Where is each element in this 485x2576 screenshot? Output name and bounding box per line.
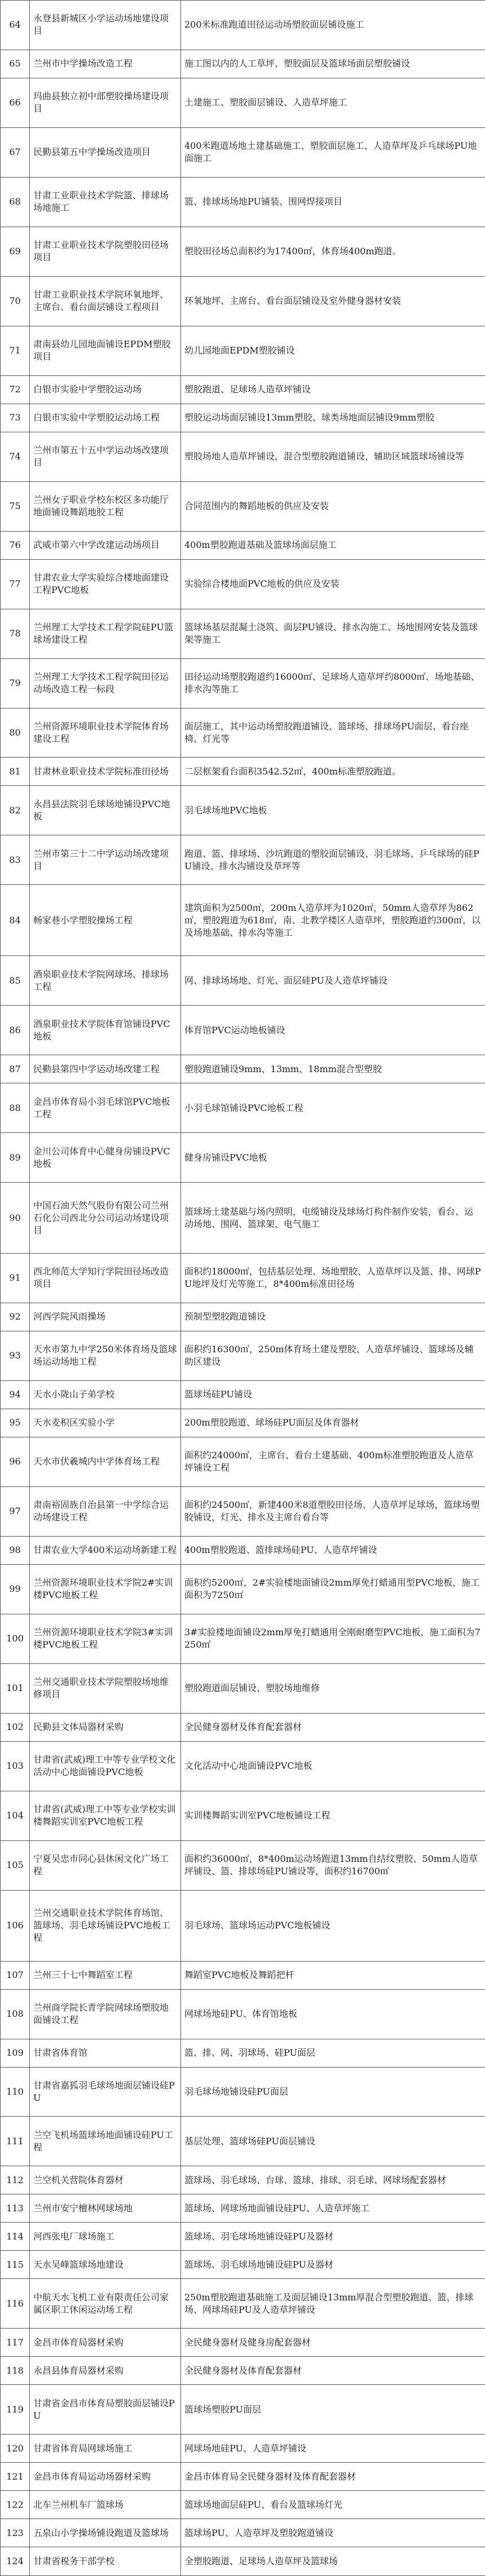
row-number: 123 [1,2519,30,2547]
row-number: 105 [1,1840,30,1890]
project-content: 建筑面积为2500㎡，200m人造草坪为1020㎡，50mm人造草坪为862㎡，塑胶跑道为618㎡，南、北教学楼区人造草坪，塑胶跑道约300㎡，以及场地基础、排水沟等施工 [181,885,485,956]
row-number: 81 [1,758,30,786]
row-number: 88 [1,1083,30,1133]
project-content: 面积约5200㎡，2#实验楼地面铺设2mm厚免打蜡通用型PVC地板，施工面积为7250㎡ [181,1564,485,1614]
table-row [1,1536,485,1564]
row-number: 96 [1,1437,30,1486]
table-row [1,2117,485,2166]
project-content: 篮球场土建基础与场内照明，电缆铺设及球场灯构件制作安装，看台、运动场地、围网、篮球架、电气施工 [181,1183,485,1254]
table-row [1,127,485,177]
row-number: 78 [1,609,30,658]
table-row [1,1437,485,1486]
table-row [1,177,485,227]
project-name: 西北师范大学知行学院田径场改造项目 [30,1254,181,1303]
project-content: 400米跑道场地土建基础施工、塑胶面层施工、人造草坪及乒乓球场PU地面施工 [181,127,485,177]
table-row [1,1564,485,1614]
project-name: 兰州商学院长青学院网球场塑胶地面铺设工程 [30,1989,181,2039]
table-row [1,1083,485,1133]
project-name: 民勤县第四中学运动场改建工程 [30,1055,181,1083]
project-name: 天水吴峰篮球场地建设 [30,2251,181,2279]
row-number: 99 [1,1564,30,1614]
row-number: 65 [1,50,30,78]
project-content: 塑胶跑道铺设9mm、13mm、18mm混合型塑胶 [181,1055,485,1083]
row-number: 108 [1,1989,30,2039]
table-row [1,2251,485,2279]
row-number: 87 [1,1055,30,1083]
row-number: 124 [1,2547,30,2576]
project-name: 甘肃工业职业技术学院环氧地坪、主席台、看台面层铺设工程项目 [30,276,181,326]
row-number: 107 [1,1961,30,1989]
project-name: 甘肃工业职业技术学院篮、排球场场地施工 [30,177,181,227]
table-row [1,1409,485,1437]
table-row [1,1303,485,1331]
table-row [1,2435,485,2463]
row-number: 116 [1,2279,30,2329]
project-content: 篮球场硅PU铺设 [181,1380,485,1409]
table-row [1,1006,485,1055]
table-row [1,2519,485,2547]
project-name: 甘肃省税务干部学校 [30,2547,181,2576]
project-content: 二层框架看台面积3542.52㎡，400m标准塑胶跑道。 [181,758,485,786]
row-number: 68 [1,177,30,227]
table-row [1,2357,485,2385]
row-number: 118 [1,2357,30,2385]
table-row [1,1133,485,1183]
row-number: 91 [1,1254,30,1303]
project-name: 五泉山小学操场铺设跑道及篮球场 [30,2519,181,2547]
project-content: 舞蹈室PVC地板及舞蹈把杆 [181,1961,485,1989]
table-row [1,1614,485,1663]
project-name: 兰空机关营院体育器材 [30,2166,181,2194]
project-content: 土建施工、塑胶面层铺设、人造草坪施工 [181,78,485,127]
project-content: 全民健身器材及体育配套器材 [181,1713,485,1741]
row-number: 111 [1,2117,30,2166]
project-content: 篮、排球场场地PU铺装、围网焊接项目 [181,177,485,227]
table-row [1,375,485,404]
project-name: 民勤县第五中学操场改造项目 [30,127,181,177]
project-content: 健身房铺设PVC地板 [181,1133,485,1183]
project-name: 兰州市第五十五中学运动场改建项目 [30,432,181,481]
project-name: 金昌市体育局运动场器材采购 [30,2463,181,2491]
table-row [1,2385,485,2435]
row-number: 114 [1,2223,30,2251]
project-content: 幼儿园地面EPDM塑胶铺设 [181,326,485,375]
project-name: 兰州三十七中舞蹈室工程 [30,1961,181,1989]
project-name: 河西张电厂球场施工 [30,2223,181,2251]
project-content: 实训楼舞蹈实训室PVC地板铺设工程 [181,1791,485,1840]
row-number: 72 [1,375,30,404]
project-name: 兰州资源环境职业技术学院体育场建设工程 [30,708,181,758]
row-number: 110 [1,2067,30,2117]
row-number: 73 [1,404,30,432]
table-row [1,432,485,481]
project-content: 400m塑胶跑道基础及篮球场面层施工 [181,531,485,559]
row-number: 120 [1,2435,30,2463]
project-content: 塑胶跑道面层铺设、塑胶场地维修 [181,1663,485,1713]
project-content: 网球场地硅PU、体育馆地板 [181,1989,485,2039]
project-content: 篮球场基层混凝土浇筑、面层PU铺设、排水沟施工、场地围网安装及篮球架等施工 [181,609,485,658]
table-row [1,1380,485,1409]
table-row [1,227,485,276]
row-number: 71 [1,326,30,375]
project-name: 白银市实验中学塑胶运动场 [30,375,181,404]
row-number: 66 [1,78,30,127]
project-name: 甘肃林业职业技术学院标准田径场 [30,758,181,786]
table-row [1,1989,485,2039]
project-content: 塑胶运动场面层铺设13mm塑胶、球类场地面层铺设9mm塑胶 [181,404,485,432]
project-content: 环氧地坪、主席台、看台面层铺设及室外健身器材安装 [181,276,485,326]
table-row [1,50,485,78]
project-content: 全民健身器材及健身房配套器材 [181,2329,485,2357]
project-content: 面积约36000㎡，8*400m运动场跑道13mm自结纹塑胶、50mm人造草坪铺设、篮、排球场硅PU铺设等，面积约16700㎡ [181,1840,485,1890]
table-row [1,2463,485,2491]
table-row [1,1331,485,1380]
project-name: 武威市第六中学改建运动场项目 [30,531,181,559]
row-number: 121 [1,2463,30,2491]
table-row [1,1890,485,1961]
project-content: 实验综合楼地面PVC地板的供应及安装 [181,559,485,609]
project-name: 天水市伏羲城内中学体育场工程 [30,1437,181,1486]
table-row [1,786,485,835]
row-number: 122 [1,2491,30,2519]
table-row [1,1183,485,1254]
row-number: 77 [1,559,30,609]
row-number: 113 [1,2194,30,2223]
project-name: 金昌市体育局器材采购 [30,2329,181,2357]
project-name: 甘肃省金昌市体育局塑胶面层铺设PU [30,2385,181,2435]
project-name: 天水小陇山子弟学校 [30,1380,181,1409]
project-name: 永登县新城区小学运动场地建设项目 [30,1,181,50]
project-name: 河西学院风雨操场 [30,1303,181,1331]
project-content: 篮球场地面层硅PU、看台及篮球场灯光 [181,2491,485,2519]
table-row [1,708,485,758]
project-content: 网球场地硅PU、人造草坪铺设 [181,2435,485,2463]
row-number: 112 [1,2166,30,2194]
project-content: 全民健身器材及体育配套器材 [181,2357,485,2385]
project-name: 兰州市安宁檀林网球场地 [30,2194,181,2223]
project-name: 兰州资源环境职业技术学院3#实训楼PVC地板工程 [30,1614,181,1663]
table-row [1,1840,485,1890]
table-row [1,2039,485,2067]
project-name: 白银市实验中学塑胶运动场工程 [30,404,181,432]
row-number: 100 [1,1614,30,1663]
row-number: 69 [1,227,30,276]
table-row [1,835,485,885]
row-number: 76 [1,531,30,559]
project-content: 跑道、篮、排球场、沙坑跑道的塑胶面层铺设、羽毛球场、乒乓球场的硅PU铺设、排水沟铺设及草坪等 [181,835,485,885]
table-row [1,956,485,1006]
row-number: 70 [1,276,30,326]
project-content: 合同范围内的舞蹈地板的供应及安装 [181,481,485,531]
project-content: 羽毛球场地PVC地板 [181,786,485,835]
project-name: 甘肃省嘉狐羽毛球场地面层铺设硅PU [30,2067,181,2117]
project-name: 北车兰州机车厂篮球场 [30,2491,181,2519]
project-content: 施工图以内的人工草坪、塑胶面层及篮球场面层塑胶铺设 [181,50,485,78]
row-number: 86 [1,1006,30,1055]
project-content: 面积约16300㎡，250m体育场土建及塑胶、人造草坪铺设、篮球场及辅助区建设 [181,1331,485,1380]
project-name: 兰空飞机场篮球场地面铺设硅PU工程 [30,2117,181,2166]
table-row [1,276,485,326]
project-name: 兰州交通职业技术学院塑胶场地维修项目 [30,1663,181,1713]
project-name: 甘肃省(武威)理工中等专业学校文化活动中心地面铺设PVC地板 [30,1741,181,1791]
row-number: 95 [1,1409,30,1437]
row-number: 90 [1,1183,30,1254]
project-content: 篮球场、网球场地面铺设硅PU、人造草坪施工 [181,2194,485,2223]
table-row [1,78,485,127]
row-number: 79 [1,658,30,708]
project-name: 兰州市第三十二中学运动场改建项目 [30,835,181,885]
project-content: 篮、排、网、羽球场、硅PU面层 [181,2039,485,2067]
project-content: 面积约18000㎡，包括基层处理、场地塑胶、人造草坪以及篮、排、网球PU地坪及灯光等施工，8*400m标准田径场 [181,1254,485,1303]
project-name: 兰州理工大学技术工程学院田径运动场改造工程一标段 [30,658,181,708]
project-table-body [1,1,485,2576]
row-number: 85 [1,956,30,1006]
project-content: 面积约24500㎡，新建400米8道塑胶田径场、人造草坪足球场，篮球场塑胶铺设，灯光、排水及主席台看台等 [181,1486,485,1536]
table-row [1,2166,485,2194]
row-number: 83 [1,835,30,885]
project-name: 金川公司体育中心健身房铺设PVC地板 [30,1133,181,1183]
project-name: 甘肃省体育馆 [30,2039,181,2067]
project-name: 甘肃农业大学实验综合楼地面建设工程PVC地板 [30,559,181,609]
project-name: 天水麦积区实验小学 [30,1409,181,1437]
project-content: 预制型塑胶跑道铺设 [181,1303,485,1331]
table-row [1,1961,485,1989]
row-number: 93 [1,1331,30,1380]
row-number: 119 [1,2385,30,2435]
project-name: 天水市第九中学250米体育场及篮球场运动场地工程 [30,1331,181,1380]
table-row [1,758,485,786]
table-row [1,1713,485,1741]
project-content: 250m塑胶跑道基础施工及面层铺设13mm厚混合型塑胶跑道、篮、排球场、网球场硅PU及人造草坪铺设 [181,2279,485,2329]
project-name: 兰州交通职业技术学院体育场馆、篮球场、羽毛球场铺设PVC地板工程 [30,1890,181,1961]
project-content: 塑胶田径场总面积约为17400㎡，体育场400m跑道。 [181,227,485,276]
project-name: 民勤县文体局器材采购 [30,1713,181,1741]
table-row [1,2223,485,2251]
table-row [1,2329,485,2357]
project-content: 3#实验楼地面铺设2mm厚免打蜡通用全刚耐磨型PVC地板，施工面积为7250㎡ [181,1614,485,1663]
project-name: 宁夏吴忠市同心县休闲文化广场工程 [30,1840,181,1890]
project-name: 甘肃省体育局网球场施工 [30,2435,181,2463]
row-number: 103 [1,1741,30,1791]
project-content: 田径运动场塑胶跑道约16000㎡、足球场人造草坪约8000㎡、场地基础、排水沟等施工 [181,658,485,708]
table-row [1,1791,485,1840]
table-row [1,1254,485,1303]
project-content: 基层处理、篮球场硅PU面层铺设 [181,2117,485,2166]
table-row [1,404,485,432]
table-row [1,531,485,559]
project-content: 400m塑胶跑道、篮排球场硅PU、人造草坪铺设 [181,1536,485,1564]
row-number: 109 [1,2039,30,2067]
table-row [1,1055,485,1083]
project-name: 兰州市中学操场改造工程 [30,50,181,78]
project-name: 肃南裕固族自治县第一中学综合运动场建设工程 [30,1486,181,1536]
project-name: 畅家巷小学塑胶操场工程 [30,885,181,956]
table-row [1,2067,485,2117]
table-row [1,1663,485,1713]
table-row [1,2194,485,2223]
project-content: 网、排球场场地、灯光、面层硅PU及人造草坪铺设 [181,956,485,1006]
table-row [1,2279,485,2329]
project-name: 中航天水飞机工业有限责任公司家属区职工休闲运动场工程 [30,2279,181,2329]
row-number: 102 [1,1713,30,1741]
project-content: 面层施工，其中运动场塑胶跑道铺设、篮球场、排球场PU面层、看台座椅、灯光等 [181,708,485,758]
project-content: 小羽毛球馆铺设PVC地板工程 [181,1083,485,1133]
row-number: 67 [1,127,30,177]
row-number: 80 [1,708,30,758]
project-content: 塑胶跑道、足球场人造草坪铺设 [181,375,485,404]
project-name: 玛曲县独立初中部塑胶操场建设项目 [30,78,181,127]
row-number: 74 [1,432,30,481]
row-number: 92 [1,1303,30,1331]
project-name: 甘肃省(武威)理工中等专业学校实训楼舞蹈实训室PVC地板工程 [30,1791,181,1840]
project-name: 金昌市体育局小羽毛球馆PVC地板工程 [30,1083,181,1133]
table-row [1,885,485,956]
row-number: 82 [1,786,30,835]
project-content: 篮球场、羽毛球场地铺设硅PU及器材 [181,2223,485,2251]
table-row [1,1486,485,1536]
row-number: 94 [1,1380,30,1409]
project-name: 肃南县幼儿园地面铺设EPDM塑胶项目 [30,326,181,375]
table-row [1,2547,485,2576]
project-name: 中国石油天然气股份有限公司兰州石化公司西北分公司运动场建设项目 [30,1183,181,1254]
row-number: 117 [1,2329,30,2357]
project-name: 兰州理工大学技术工程学院硅PU篮球场建设工程 [30,609,181,658]
project-content: 金昌市体育局全民健身器材及体育配套器材 [181,2463,485,2491]
project-content: 体育馆PVC运动地板铺设 [181,1006,485,1055]
project-content: 羽毛球场、篮球场运动PVC地板铺设 [181,1890,485,1961]
project-name: 酒泉职业技术学院网球场、排球场工程 [30,956,181,1006]
row-number: 106 [1,1890,30,1961]
project-name: 甘肃农业大学400米运动场新建工程 [30,1536,181,1564]
project-content: 200米标准跑道田径运动场塑胶面层铺设施工 [181,1,485,50]
project-name: 兰州资源环境职业技术学院2#实训楼PVC地板工程 [30,1564,181,1614]
table-row [1,1,485,50]
table-row [1,658,485,708]
row-number: 98 [1,1536,30,1564]
project-content: 塑胶场地人造草坪铺设，混合型塑胶跑道铺设，辅助区域篮球场铺设等 [181,432,485,481]
project-name: 兰州女子职业学校东校区多功能厅地面铺设舞蹈地胶工程 [30,481,181,531]
row-number: 97 [1,1486,30,1536]
project-content: 200m塑胶跑道、球场硅PU面层及体育器材 [181,1409,485,1437]
table-row [1,2491,485,2519]
row-number: 115 [1,2251,30,2279]
row-number: 75 [1,481,30,531]
project-content: 篮球场PU、人造草坪及塑胶跑道铺设 [181,2519,485,2547]
row-number: 64 [1,1,30,50]
project-content: 面积约24000㎡，主席台、看台土建基础、400m标准塑胶跑道及人造草坪铺设工程 [181,1437,485,1486]
table-row [1,609,485,658]
project-name: 酒泉职业技术学院体育馆铺设PVC地板 [30,1006,181,1055]
row-number: 104 [1,1791,30,1840]
table-row [1,559,485,609]
project-content: 篮球场、羽毛球场地铺设硅PU及器材 [181,2251,485,2279]
row-number: 101 [1,1663,30,1713]
table-row [1,1741,485,1791]
project-content: 全塑胶跑道、足球场人造草坪及篮球场 [181,2547,485,2576]
row-number: 84 [1,885,30,956]
project-name: 甘肃工业职业技术学院塑胶田径场项目 [30,227,181,276]
project-content: 文化活动中心地面铺设PVC地板 [181,1741,485,1791]
project-content: 篮球场、羽毛球场、台球、篮球、排球、羽毛球、网球场配套器材 [181,2166,485,2194]
table-row [1,481,485,531]
project-content: 羽毛球场地铺设硅PU面层 [181,2067,485,2117]
table-row [1,326,485,375]
project-name: 永昌县体育局器材采购 [30,2357,181,2385]
project-name: 永昌县法院羽毛球场地铺设PVC地板 [30,786,181,835]
project-content: 篮球场塑胶PU面层 [181,2385,485,2435]
row-number: 89 [1,1133,30,1183]
